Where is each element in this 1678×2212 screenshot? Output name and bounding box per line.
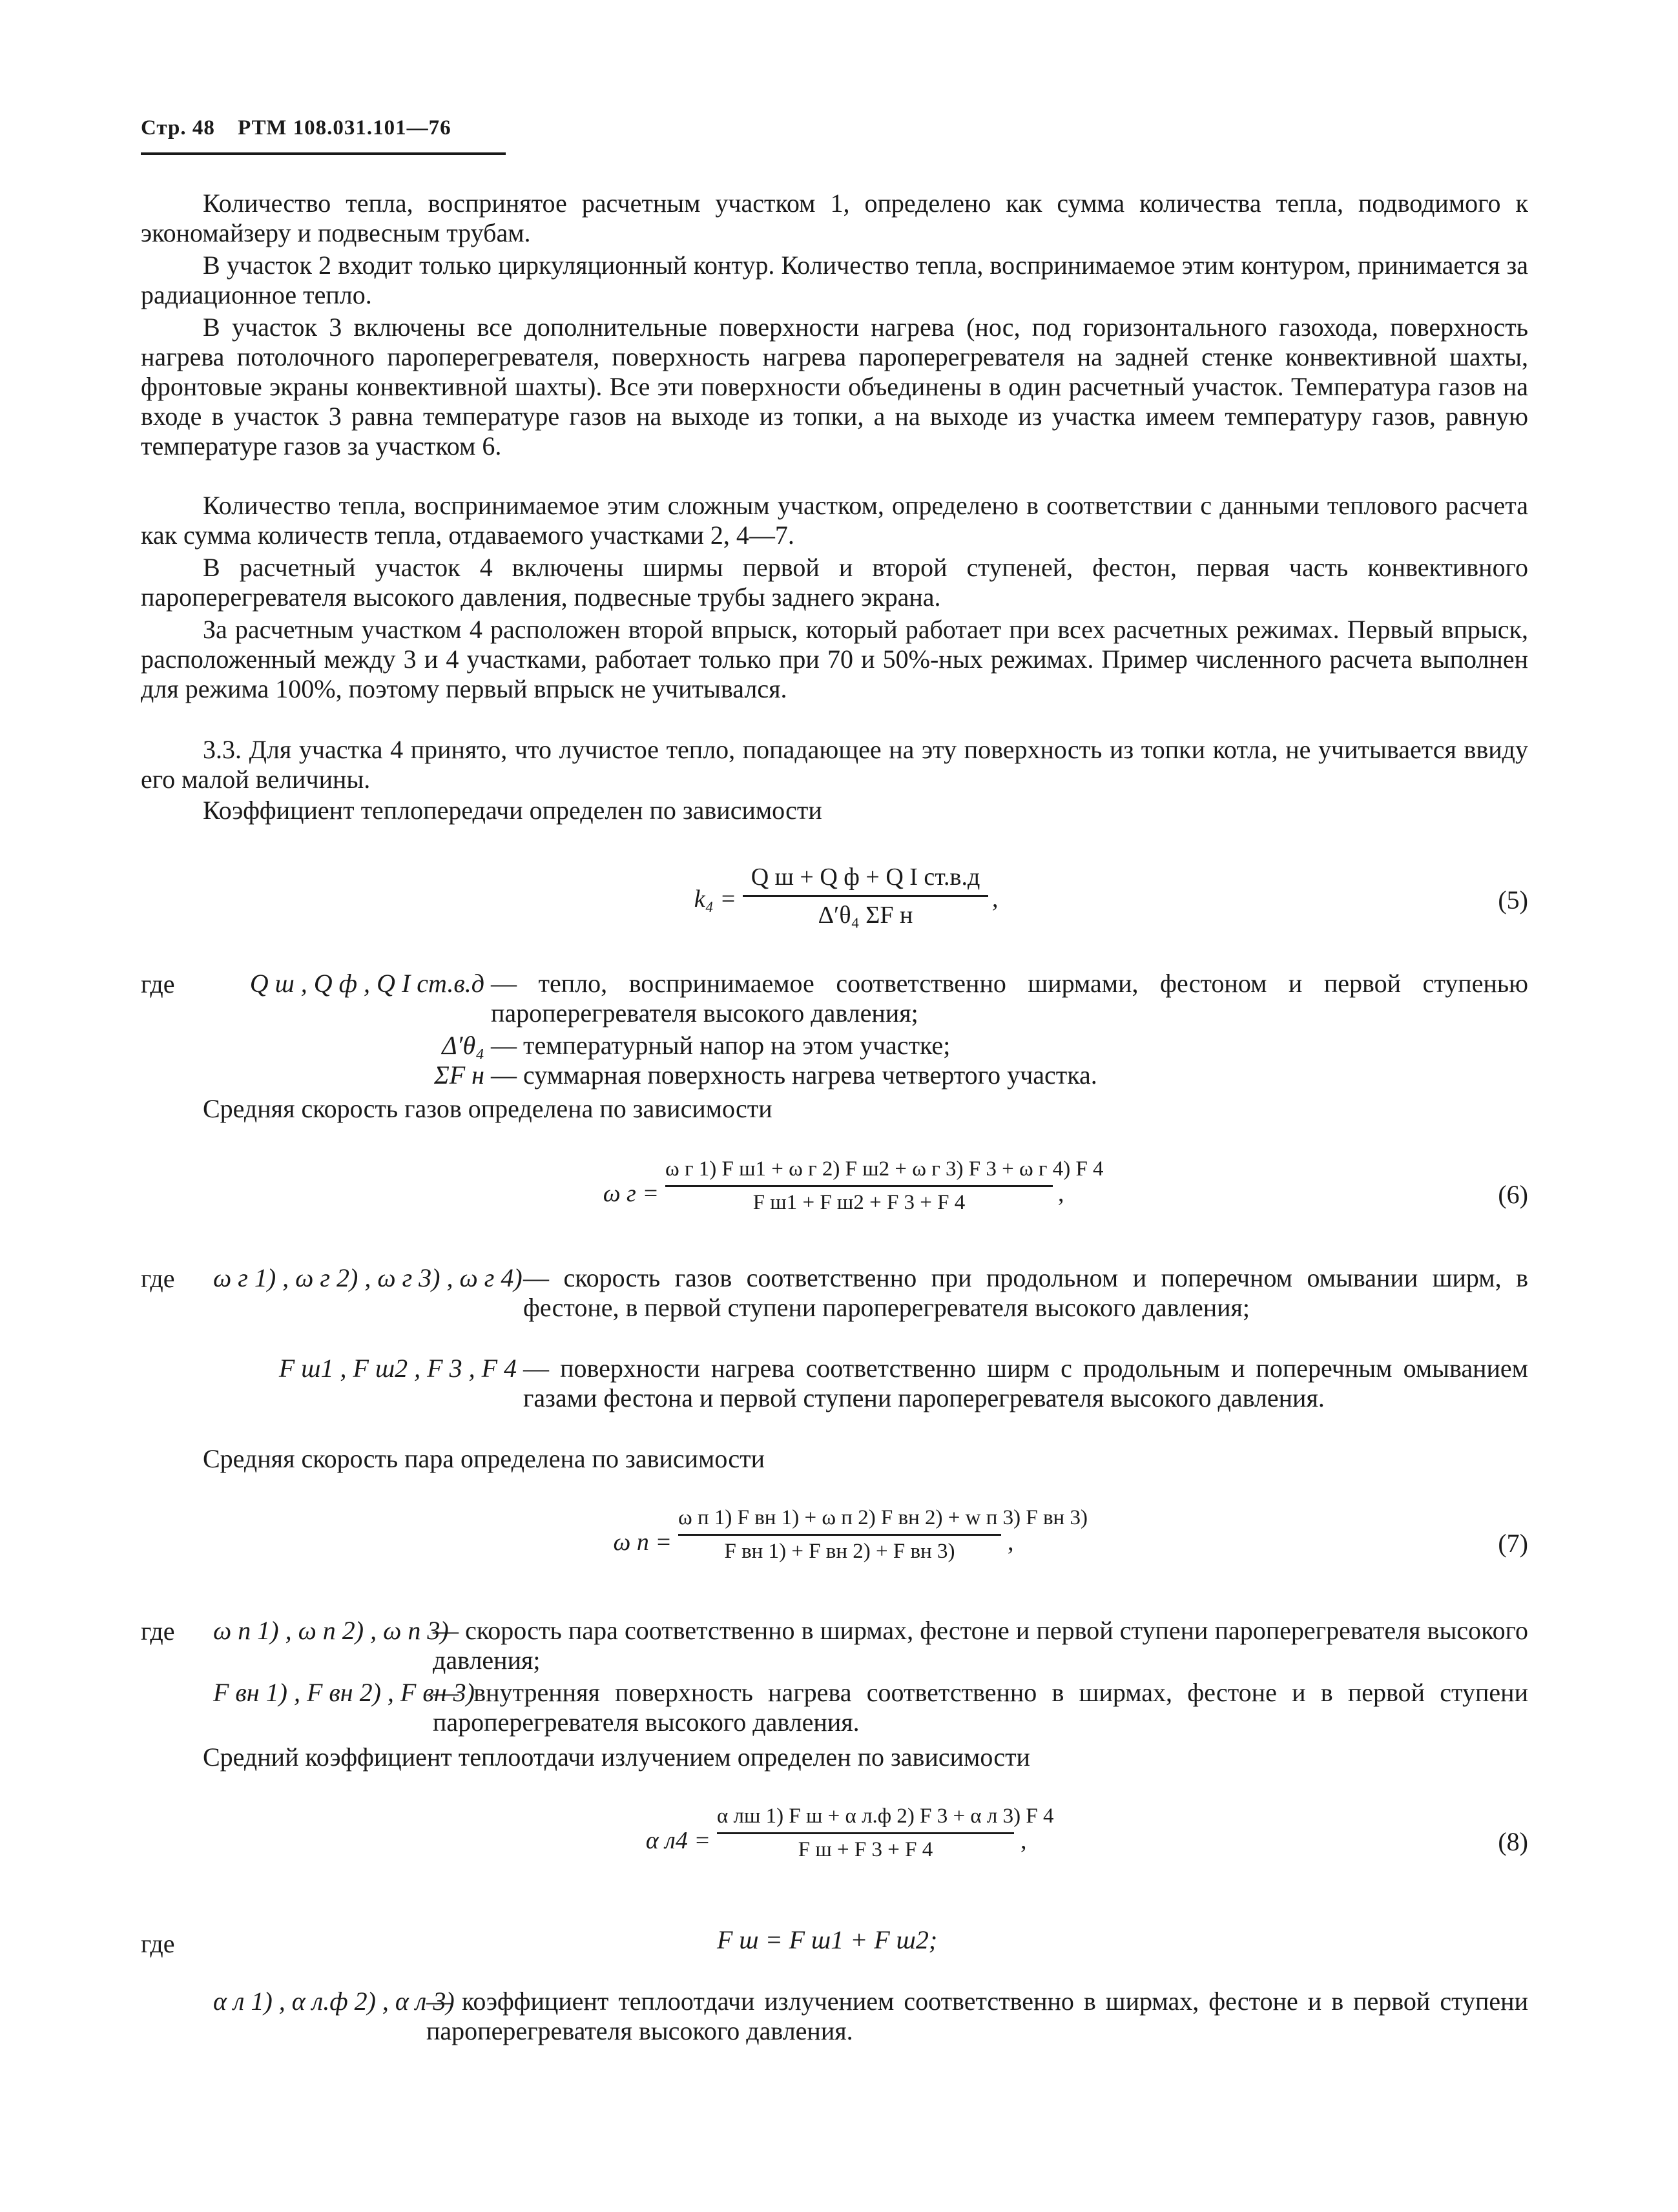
definition-text: — суммарная поверхность нагрева четвертого участка. [491,1060,1097,1090]
formula-8 [0,1795,1678,1886]
formula-7-denominator: F вн 1) + F вн 2) + F вн 3) [724,1540,955,1563]
standard-code: РТМ 108.031.101—76 [238,116,451,140]
formula-8-denominator: F ш + F 3 + F 4 [798,1838,933,1861]
formula-comma: , [1008,1529,1014,1556]
definition-6-1 [0,1263,1678,1360]
formula-5 [0,859,1678,949]
definition-symbol: α л 1) , α л.ф 2) , α л 3) [213,1987,455,2016]
formula-7-number: (7) [1498,1529,1528,1558]
formula-8-lhs: α л4 = [645,1827,710,1854]
fraction-bar [665,1185,1053,1187]
where-label-8: где [141,1929,175,1958]
formula-5-fraction [743,863,988,929]
where-label-7: где [141,1617,175,1646]
formula-comma: , [1020,1827,1027,1854]
definition-text: — внутренняя поверхность нагрева соответственно в ширмах, фестоне и в первой ступени пароперегревателя высокого давления. [433,1678,1528,1737]
paragraph-7: 3.3. Для участка 4 принято, что лучистое тепло, попадающее на эту поверхность из топки котла, не учитывается ввиду его малой величины. [141,735,1528,794]
definition-text: — скорость пара соответственно в ширмах, фестоне и первой ступени пароперегревателя высокого давления; [433,1616,1528,1675]
where-label-6: где [141,1264,175,1293]
formula-5-denominator: Δ′θ₄ ΣF н [818,902,913,929]
definition-6-2 [0,1354,1678,1451]
fraction-bar [743,895,988,897]
fraction-bar [678,1534,1001,1536]
paragraph-5: В расчетный участок 4 включены ширмы первой и второй ступеней, фестон, первая часть конвективного пароперегревателя высокого давления, подвесные трубы заднего экрана. [141,553,1528,612]
paragraph-4: Количество тепла, воспринимаемое этим сложным участком, определено в соответствии с данными теплового расчета как сумма количеств тепла, отдаваемого участками 2, 4—7. [141,491,1528,550]
definition-symbol: ω п 1) , ω п 2) , ω п 3) [213,1616,449,1645]
definition-text: — коэффициент теплоотдачи излучением соответственно в ширмах, фестоне и в первой ступени пароперегревателя высокого давления. [426,1987,1528,2045]
formula-8-numerator: α лш 1) F ш + α л.ф 2) F 3 + α л 3) F 4 [717,1804,1054,1828]
formula-7 [0,1498,1678,1589]
formula-5-number: (5) [1498,885,1528,915]
definition-text: — поверхности нагрева соответственно ширм с продольным и поперечным омыванием газами фестона и первой ступени пароперегревателя высокого давления. [523,1354,1528,1412]
paragraph-10: Средняя скорость пара определена по зависимости [203,1444,765,1473]
definition-symbol: F ш1 , F ш2 , F 3 , F 4 [278,1354,517,1383]
formula-6-denominator: F ш1 + F ш2 + F 3 + F 4 [752,1191,966,1214]
formula-6-numerator: ω г 1) F ш1 + ω г 2) F ш2 + ω г 3) F 3 + ω г 4) F 4 [665,1157,1104,1181]
definition-5-3 [0,1060,1678,1093]
definition-5-2 [0,1031,1678,1063]
page-number: Стр. 48 [141,116,215,140]
formula-6-fraction [665,1157,1104,1215]
formula-7-numerator: ω п 1) F вн 1) + ω п 2) F вн 2) + w п 3) F вн 3) [678,1506,1088,1529]
formula-5-numerator: Q ш + Q ф + Q I ст.в.д [751,863,980,891]
formula-6-number: (6) [1498,1180,1528,1209]
definition-symbol: ΣF н [433,1060,484,1090]
formula-comma: , [992,885,999,913]
page-header [141,116,468,140]
paragraph-9: Средняя скорость газов определена по зависимости [203,1094,772,1123]
fraction-bar [717,1832,1014,1834]
definition-symbol: F вн 1) , F вн 2) , F вн 3) [213,1678,475,1707]
formula-shirm-sum: F ш = F ш1 + F ш2; [717,1925,938,1954]
formula-6 [0,1150,1678,1240]
definition-8-1 [0,1987,1678,2051]
formula-5-lhs: k₄ = [694,885,736,913]
formula-8-fraction [717,1804,1054,1862]
definition-text: — температурный напор на этом участке; [491,1031,951,1060]
formula-8-number: (8) [1498,1827,1528,1856]
definition-text: — скорость газов соответственно при продольном и поперечном омывании ширм, в фестоне, в первой ступени пароперегревателя высокого давления; [523,1263,1528,1322]
paragraph-2: В участок 2 входит только циркуляционный контур. Количество тепла, воспринимаемое этим контуром, принимается за радиационное тепло. [141,251,1528,309]
where-label-5: где [141,969,175,998]
definition-symbol: ω г 1) , ω г 2) , ω г 3) , ω г 4) [213,1263,523,1292]
formula-7-lhs: ω п = [613,1529,672,1556]
formula-7-fraction [678,1506,1088,1564]
paragraph-11: Средний коэффициент теплоотдачи излучением определен по зависимости [203,1742,1030,1772]
definition-symbol: Δ′θ₄ [442,1031,484,1060]
formula-comma: , [1058,1180,1064,1207]
formula-6-lhs: ω г = [603,1180,659,1207]
definition-text: — тепло, воспринимаемое соответственно ширмами, фестоном и первой ступенью пароперегревателя высокого давления; [491,969,1528,1028]
definition-symbol: Q ш , Q ф , Q I ст.в.д [249,969,484,998]
definition-7-1 [0,1616,1678,1680]
paragraph-6: За расчетным участком 4 расположен второй впрыск, который работает при всех расчетных режимах. Первый впрыск, расположенный между 3 и 4 участками, работает только при 70 и 50%-ных режимах. Пример численного расчета выполнен для режима 100%, поэтому первый впрыск не учитывался. [141,615,1528,703]
paragraph-3: В участок 3 включены все дополнительные поверхности нагрева (нос, под горизонтального газохода, поверхность нагрева потолочного пароперегревателя, поверхность нагрева пароперегревателя на задней стенке конвективной шахты, фронтовые экраны конвективной шахты). Все эти поверхности объединены в один расчетный участок. Температура газов на входе в участок 3 равна температуре газов на выходе из топки, а на выходе из участка имеем температуру газов, равную температуре газов за участком 6. [141,313,1528,460]
paragraph-8: Коэффициент теплопередачи определен по зависимости [203,796,822,825]
header-rule [141,152,506,155]
paragraph-1: Количество тепла, воспринятое расчетным участком 1, определено как сумма количества тепла, подводимого к экономайзеру и подвесным трубам. [141,189,1528,247]
definition-7-2 [0,1678,1678,1742]
